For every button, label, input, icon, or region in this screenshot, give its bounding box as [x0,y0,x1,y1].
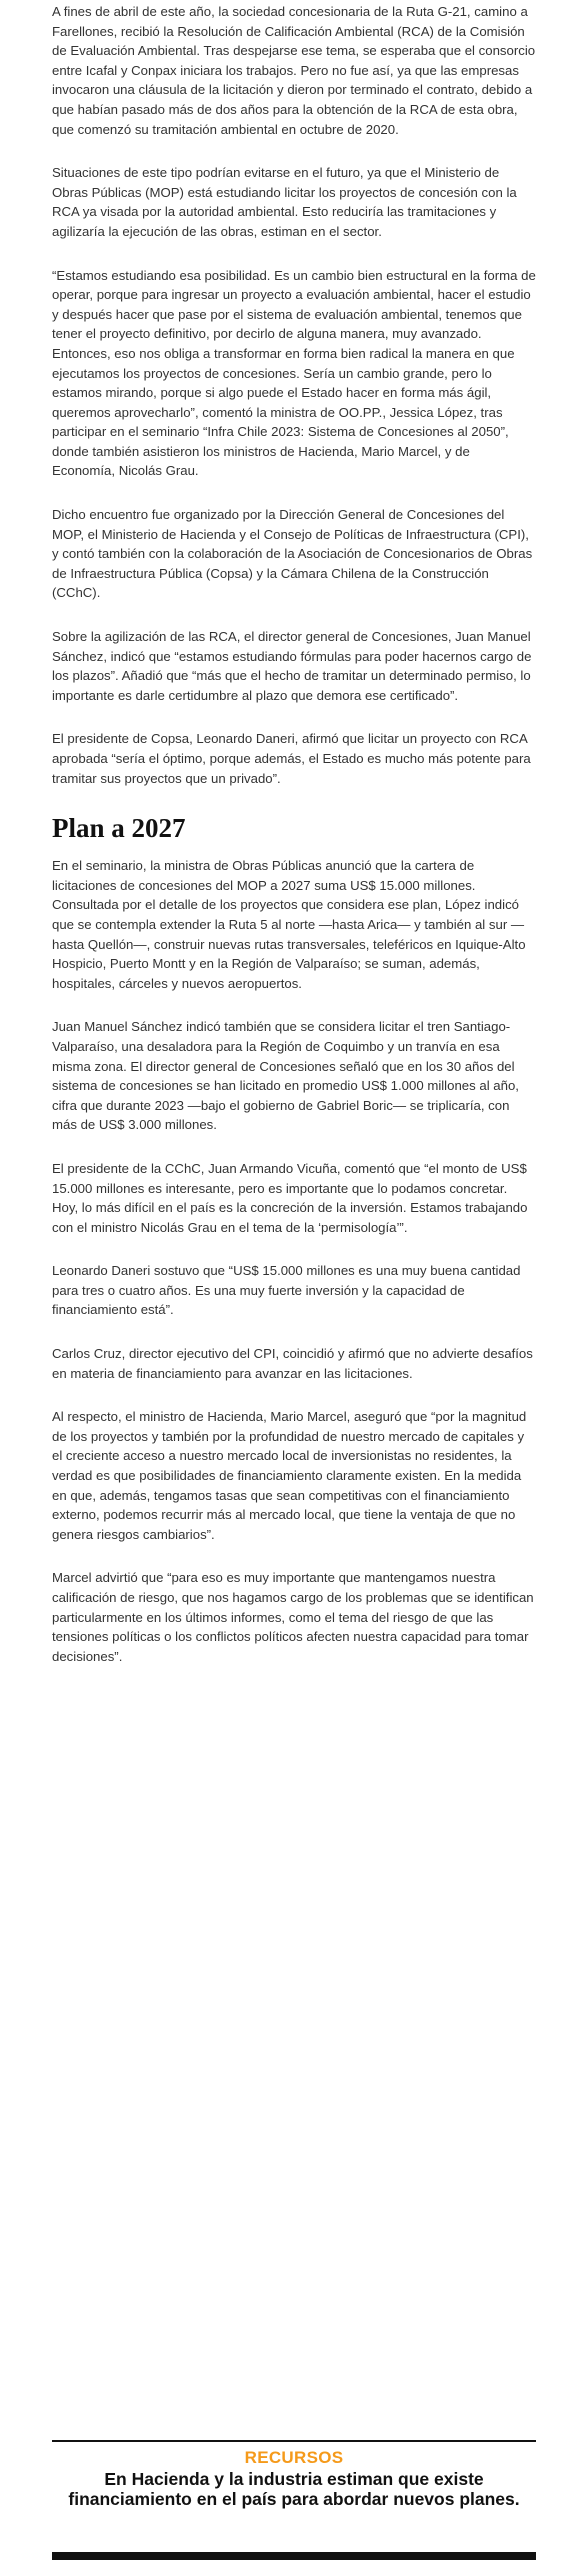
article-paragraph: A fines de abril de este año, la sociedad concesionaria de la Ruta G-21, camino a Farellones, recibió la Resolución de Calificación Ambiental (RCA) de la Comisión de Evaluación Ambiental. Tras despejarse ese tema, se esperaba que el consorcio entre Icafal y Conpax iniciara los trabajos. Pero no fue así, ya que las empresas invocaron una cláusula de la licitación y dieron por terminado el contrato, debido a que habían pasado más de dos años para la obtención de la RCA de esta obra, que comenzó su tramitación ambiental en octubre de 2020. [52,4,536,137]
article-paragraph: Sobre la agilización de las RCA, el director general de Concesiones, Juan Manuel Sánchez, indicó que “estamos estudiando fórmulas para poder hacernos cargo de los plazos”. Añadió que “más que el hecho de tramitar un determinado permiso, lo importante es darle certidumbre al plazo que demora ese certificado”. [52,629,532,703]
box-title: En Hacienda y la industria estiman que existe financiamiento en el país para abordar nuevos planes. [68,2469,520,2509]
article-paragraph: “Estamos estudiando esa posibilidad. Es un cambio bien estructural en la forma de operar, porque para ingresar un proyecto a evaluación ambiental, hacer el estudio y después hacer que pase por el sistema de evaluación ambiental, tenemos que tener el proyecto definitivo, por decirlo de alguna manera, muy avanzado. Entonces, eso nos obliga a transformar en forma bien radical la manera en que ejecutamos los proyectos de concesiones. Sería un cambio grande, pero lo estamos mirando, porque si algo puede el Estado hacer en forma más ágil, queremos aprovecharlo”, comentó la ministra de OO.PP., Jessica López, tras participar en el seminario “Infra Chile 2023: Sistema de Concesiones al 2050”, donde también asistieron los ministros de Hacienda, Mario Marcel, y de Economía, Nicolás Grau. [52,267,536,479]
box-kicker: RECURSOS [244,2448,344,2467]
article-paragraph: Marcel advirtió que “para eso es muy importante que mantengamos nuestra calificación de riesgo, que nos hagamos cargo de los problemas que se identifican particularmente en los últimos informes, como el tema del riesgo de que las tensiones políticas o los conflictos políticos afecten nuestra capacidad para tomar decisiones”. [52,1570,534,1664]
article-paragraph: Carlos Cruz, director ejecutivo del CPI, coincidió y afirmó que no advierte desafíos en materia de financiamiento para avanzar en las licitaciones. [52,1346,533,1381]
article-paragraph: Juan Manuel Sánchez indicó también que se considera licitar el tren Santiago-Valparaíso, una desaladora para la Región de Coquimbo y un tranvía en esa misma zona. El director general de Concesiones señaló que en los 30 años del sistema de concesiones se han licitado en promedio US$ 1.000 millones al año, cifra que durante 2023 —bajo el gobierno de Gabriel Boric— se triplicaría, con más de US$ 3.000 millones. [52,1019,519,1133]
section-heading: Plan a 2027 [52,813,186,844]
article-paragraph: Leonardo Daneri sostuvo que “US$ 15.000 millones es una muy buena cantidad para tres o cuatro años. Es una muy fuerte inversión y la capacidad de financiamiento está”. [52,1263,521,1318]
article-paragraph: En el seminario, la ministra de Obras Públicas anunció que la cartera de licitaciones de concesiones del MOP a 2027 suma US$ 15.000 millones. Consultada por el detalle de los proyectos que considera ese plan, López indicó que se contempla extender la Ruta 5 al norte —hasta Arica— y también al sur —hasta Quellón—, construir nuevas rutas transversales, teleféricos en Iquique-Alto Hospicio, Puerto Montt y en la Región de Valparaíso; se suman, además, hospitales, cárceles y nuevos aeropuertos. [52,858,526,991]
article-paragraph: El presidente de la CChC, Juan Armando Vicuña, comentó que “el monto de US$ 15.000 millones es interesante, pero es importante que lo podamos concretar. Hoy, lo más difícil en el país es la concreción de la inversión. Estamos trabajando con el ministro Nicolás Grau en el tema de la ‘permisología’”. [52,1160,528,1235]
box-bottom-rule [52,2552,536,2560]
article-paragraph: Situaciones de este tipo podrían evitarse en el futuro, ya que el Ministerio de Obras Públicas (MOP) está estudiando licitar los proyectos de concesión con la RCA ya visada por la autoridad ambiental. Esto reduciría las tramitaciones y agilizaría la ejecución de las obras, estiman en el sector. [52,165,517,239]
article-paragraph: El presidente de Copsa, Leonardo Daneri, afirmó que licitar un proyecto con RCA aprobada “sería el óptimo, porque además, el Estado es mucho más potente para tramitar sus proyectos que un privado”. [52,731,531,786]
article-body [52,0,536,1690]
article-paragraph: Dicho encuentro fue organizado por la Dirección General de Concesiones del MOP, el Ministerio de Hacienda y el Consejo de Políticas de Infraestructura (CPI), y contó también con la colaboración de la Asociación de Concesionarios de Obras de Infraestructura Pública (Copsa) y la Cámara Chilena de la Construcción (CChC). [52,507,533,601]
article-paragraph: Al respecto, el ministro de Hacienda, Mario Marcel, aseguró que “por la magnitud de los proyectos y también por la profundidad de nuestro mercado de capitales y el creciente acceso a nuestro mercado local de inversionistas no residentes, la verdad es que posibilidades de financiamiento claramente existen. En la medida en que, además, tengamos tasas que sean competitivas con el financiamiento externo, podemos recurrir más al mercado local, que tiene la ventaja de que no genera riesgos cambiarios”. [52,1409,527,1542]
highlight-box [52,2440,536,2509]
box-top-rule [52,2440,536,2442]
